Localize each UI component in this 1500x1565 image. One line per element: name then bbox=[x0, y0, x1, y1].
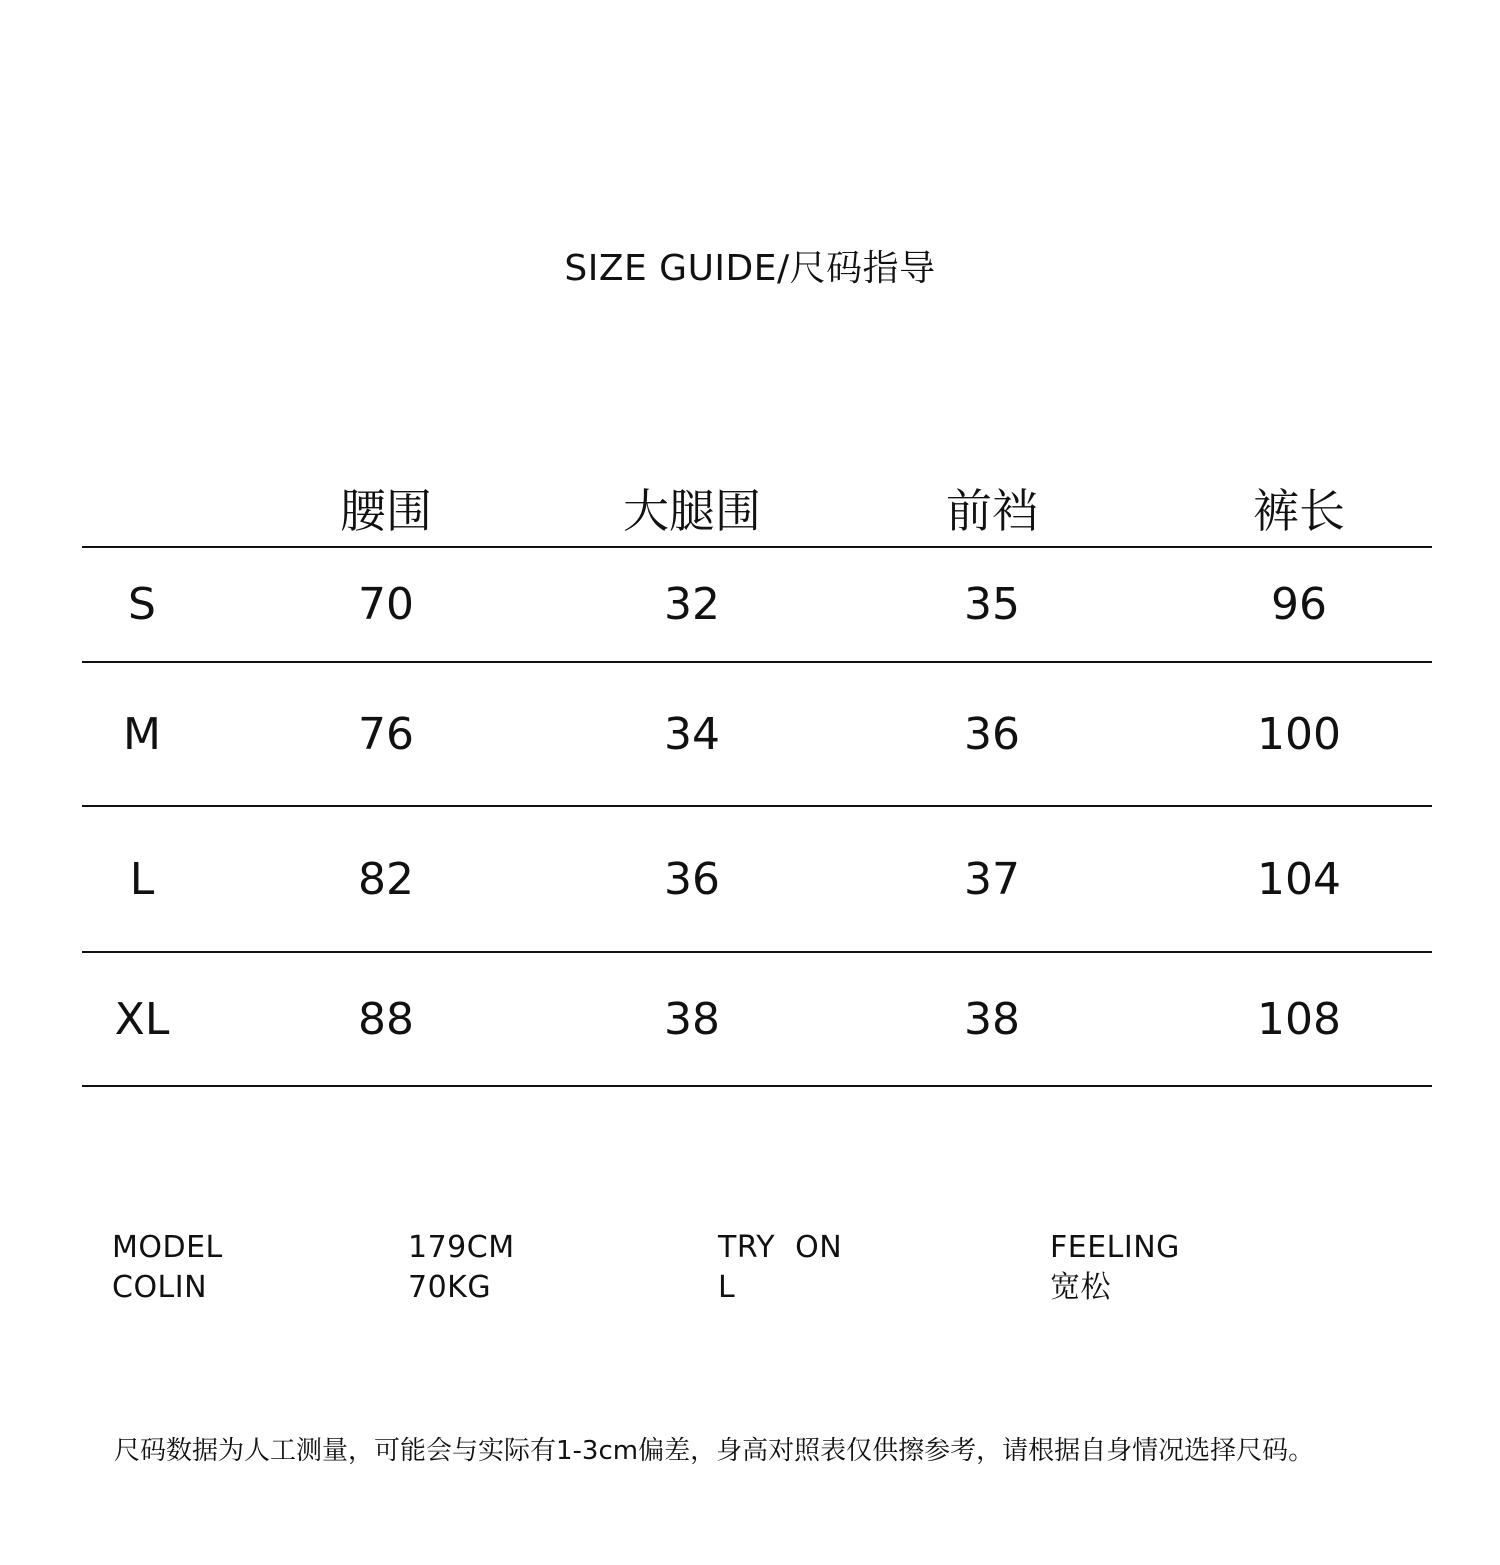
thigh-value: 34 bbox=[664, 708, 720, 760]
header-waist: 腰围 bbox=[340, 484, 432, 538]
front-rise-value: 35 bbox=[964, 579, 1020, 630]
front-rise-value: 36 bbox=[964, 708, 1020, 760]
model-label: MODEL bbox=[112, 1230, 223, 1265]
size-label: XL bbox=[114, 993, 170, 1045]
table-row bbox=[82, 661, 1432, 805]
header-thigh: 大腿围 bbox=[623, 484, 761, 538]
thigh-value: 36 bbox=[664, 853, 720, 905]
size-label: L bbox=[129, 853, 155, 905]
waist-value: 88 bbox=[358, 993, 414, 1045]
thigh-value: 38 bbox=[664, 993, 720, 1045]
model-name: COLIN bbox=[112, 1270, 208, 1305]
model-measurements bbox=[408, 1228, 515, 1308]
feeling-label: FEELING bbox=[1050, 1230, 1180, 1265]
front-rise-value: 37 bbox=[964, 853, 1020, 905]
table-header-row bbox=[82, 470, 1432, 546]
header-length: 裤长 bbox=[1253, 484, 1345, 538]
feeling-value: 宽松 bbox=[1050, 1270, 1111, 1305]
header-size bbox=[82, 470, 202, 546]
try-on-size: L bbox=[718, 1270, 736, 1305]
waist-value: 76 bbox=[358, 708, 414, 760]
page-title: SIZE GUIDE/尺码指导 bbox=[564, 248, 936, 289]
try-on-info bbox=[718, 1228, 842, 1308]
header-front-rise: 前裆 bbox=[946, 484, 1038, 538]
waist-value: 70 bbox=[358, 579, 414, 630]
length-value: 104 bbox=[1257, 853, 1341, 905]
model-info bbox=[112, 1228, 223, 1308]
size-label: M bbox=[123, 708, 161, 760]
model-height: 179CM bbox=[408, 1230, 515, 1265]
thigh-value: 32 bbox=[664, 579, 720, 630]
size-label: S bbox=[128, 579, 156, 630]
feeling-info bbox=[1050, 1228, 1180, 1308]
table-row bbox=[82, 951, 1432, 1087]
length-value: 108 bbox=[1257, 993, 1341, 1045]
length-value: 96 bbox=[1271, 579, 1327, 630]
table-row bbox=[82, 805, 1432, 951]
front-rise-value: 38 bbox=[964, 993, 1020, 1045]
model-weight: 70KG bbox=[408, 1270, 492, 1305]
waist-value: 82 bbox=[358, 853, 414, 905]
table-row bbox=[82, 546, 1432, 661]
length-value: 100 bbox=[1257, 708, 1341, 760]
disclaimer-note: 尺码数据为人工测量，可能会与实际有1-3cm偏差，身高对照表仅供擦参考，请根据自身情况选择尺码。 bbox=[114, 1436, 1315, 1466]
try-on-label: TRY ON bbox=[718, 1230, 843, 1265]
size-table bbox=[82, 470, 1432, 1087]
